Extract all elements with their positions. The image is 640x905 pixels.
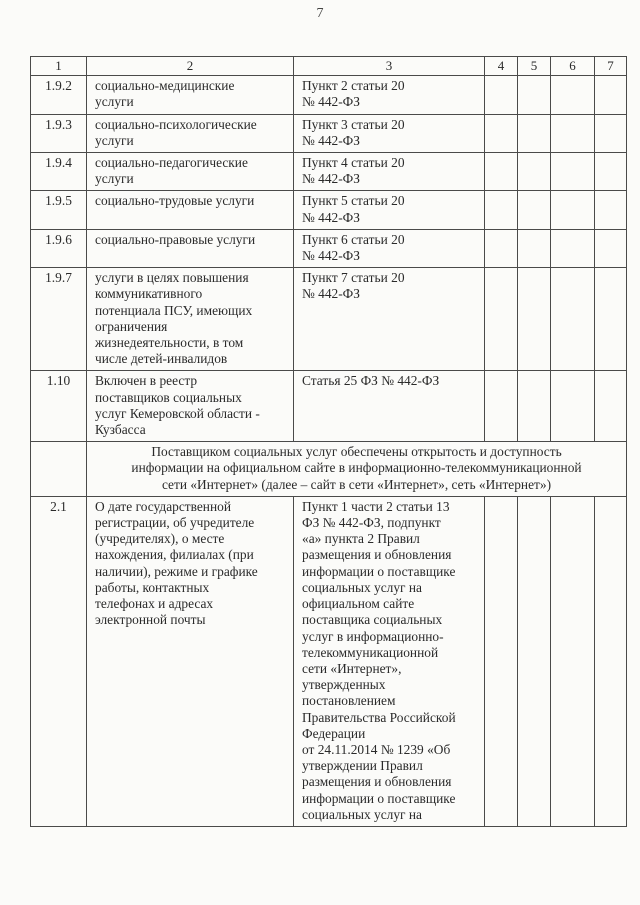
- header-col-5: 5: [518, 57, 551, 76]
- row-legal-basis: Пункт 6 статьи 20 № 442-ФЗ: [294, 229, 485, 267]
- row-number: 1.9.2: [31, 76, 87, 114]
- row-legal-basis: Статья 25 ФЗ № 442-ФЗ: [294, 371, 485, 442]
- row-description: Включен в реестр поставщиков социальных услуг Кемеровской области - Кузбасса: [87, 371, 294, 442]
- row-number: 1.10: [31, 371, 87, 442]
- table-row: [31, 268, 627, 371]
- row-legal-basis: Пункт 1 части 2 статьи 13 ФЗ № 442-ФЗ, подпункт «а» пункта 2 Правил размещения и обновления информации о поставщике социальных услуг на официальном сайте поставщика социальных услуг в информационно- телекоммуникационной сети «Интернет», утвержденных постановлением Правительства Российской Федерации от 24.11.2014 № 1239 «Об утверждении Правил размещения и обновления информации о поставщике социальных услуг на: [294, 496, 485, 826]
- header-col-1: 1: [31, 57, 87, 76]
- table-header-row: [31, 57, 627, 76]
- row-legal-basis: Пункт 5 статьи 20 № 442-ФЗ: [294, 191, 485, 229]
- row-number: 1.9.5: [31, 191, 87, 229]
- table-row: [31, 76, 627, 114]
- table-row: [31, 371, 627, 442]
- header-col-4: 4: [485, 57, 518, 76]
- row-legal-basis: Пункт 2 статьи 20 № 442-ФЗ: [294, 76, 485, 114]
- row-description: услуги в целях повышения коммуникативного потенциала ПСУ, имеющих ограничения жизнедеятельности, в том числе детей-инвалидов: [87, 268, 294, 371]
- row-description: социально-психологические услуги: [87, 114, 294, 152]
- section-row: [31, 442, 627, 497]
- row-description: социально-трудовые услуги: [87, 191, 294, 229]
- criteria-table: [30, 56, 627, 827]
- table-row: [31, 496, 627, 826]
- row-description: социально-медицинские услуги: [87, 76, 294, 114]
- row-description: О дате государственной регистрации, об учредителе (учредителях), о месте нахождения, филиалах (при наличии), режиме и графике работы, контактных телефонах и адресах электронной почты: [87, 496, 294, 826]
- row-legal-basis: Пункт 4 статьи 20 № 442-ФЗ: [294, 153, 485, 191]
- table-row: [31, 153, 627, 191]
- row-description: социально-правовые услуги: [87, 229, 294, 267]
- row-number: 1.9.3: [31, 114, 87, 152]
- row-number: 1.9.7: [31, 268, 87, 371]
- row-description: социально-педагогические услуги: [87, 153, 294, 191]
- row-legal-basis: Пункт 3 статьи 20 № 442-ФЗ: [294, 114, 485, 152]
- table-row: [31, 114, 627, 152]
- header-col-6: 6: [551, 57, 595, 76]
- row-number: 1.9.4: [31, 153, 87, 191]
- table-row: [31, 229, 627, 267]
- section-title: Поставщиком социальных услуг обеспечены открытость и доступность информации на официальном сайте в информационно-телекоммуникационной сети «Интернет» (далее – сайт в сети «Интернет», сеть «Интернет»): [87, 442, 627, 497]
- header-col-7: 7: [595, 57, 627, 76]
- page-number: 7: [316, 6, 324, 21]
- table-row: [31, 191, 627, 229]
- row-number: 2.1: [31, 496, 87, 826]
- header-col-3: 3: [294, 57, 485, 76]
- header-col-2: 2: [87, 57, 294, 76]
- row-number: 1.9.6: [31, 229, 87, 267]
- row-legal-basis: Пункт 7 статьи 20 № 442-ФЗ: [294, 268, 485, 371]
